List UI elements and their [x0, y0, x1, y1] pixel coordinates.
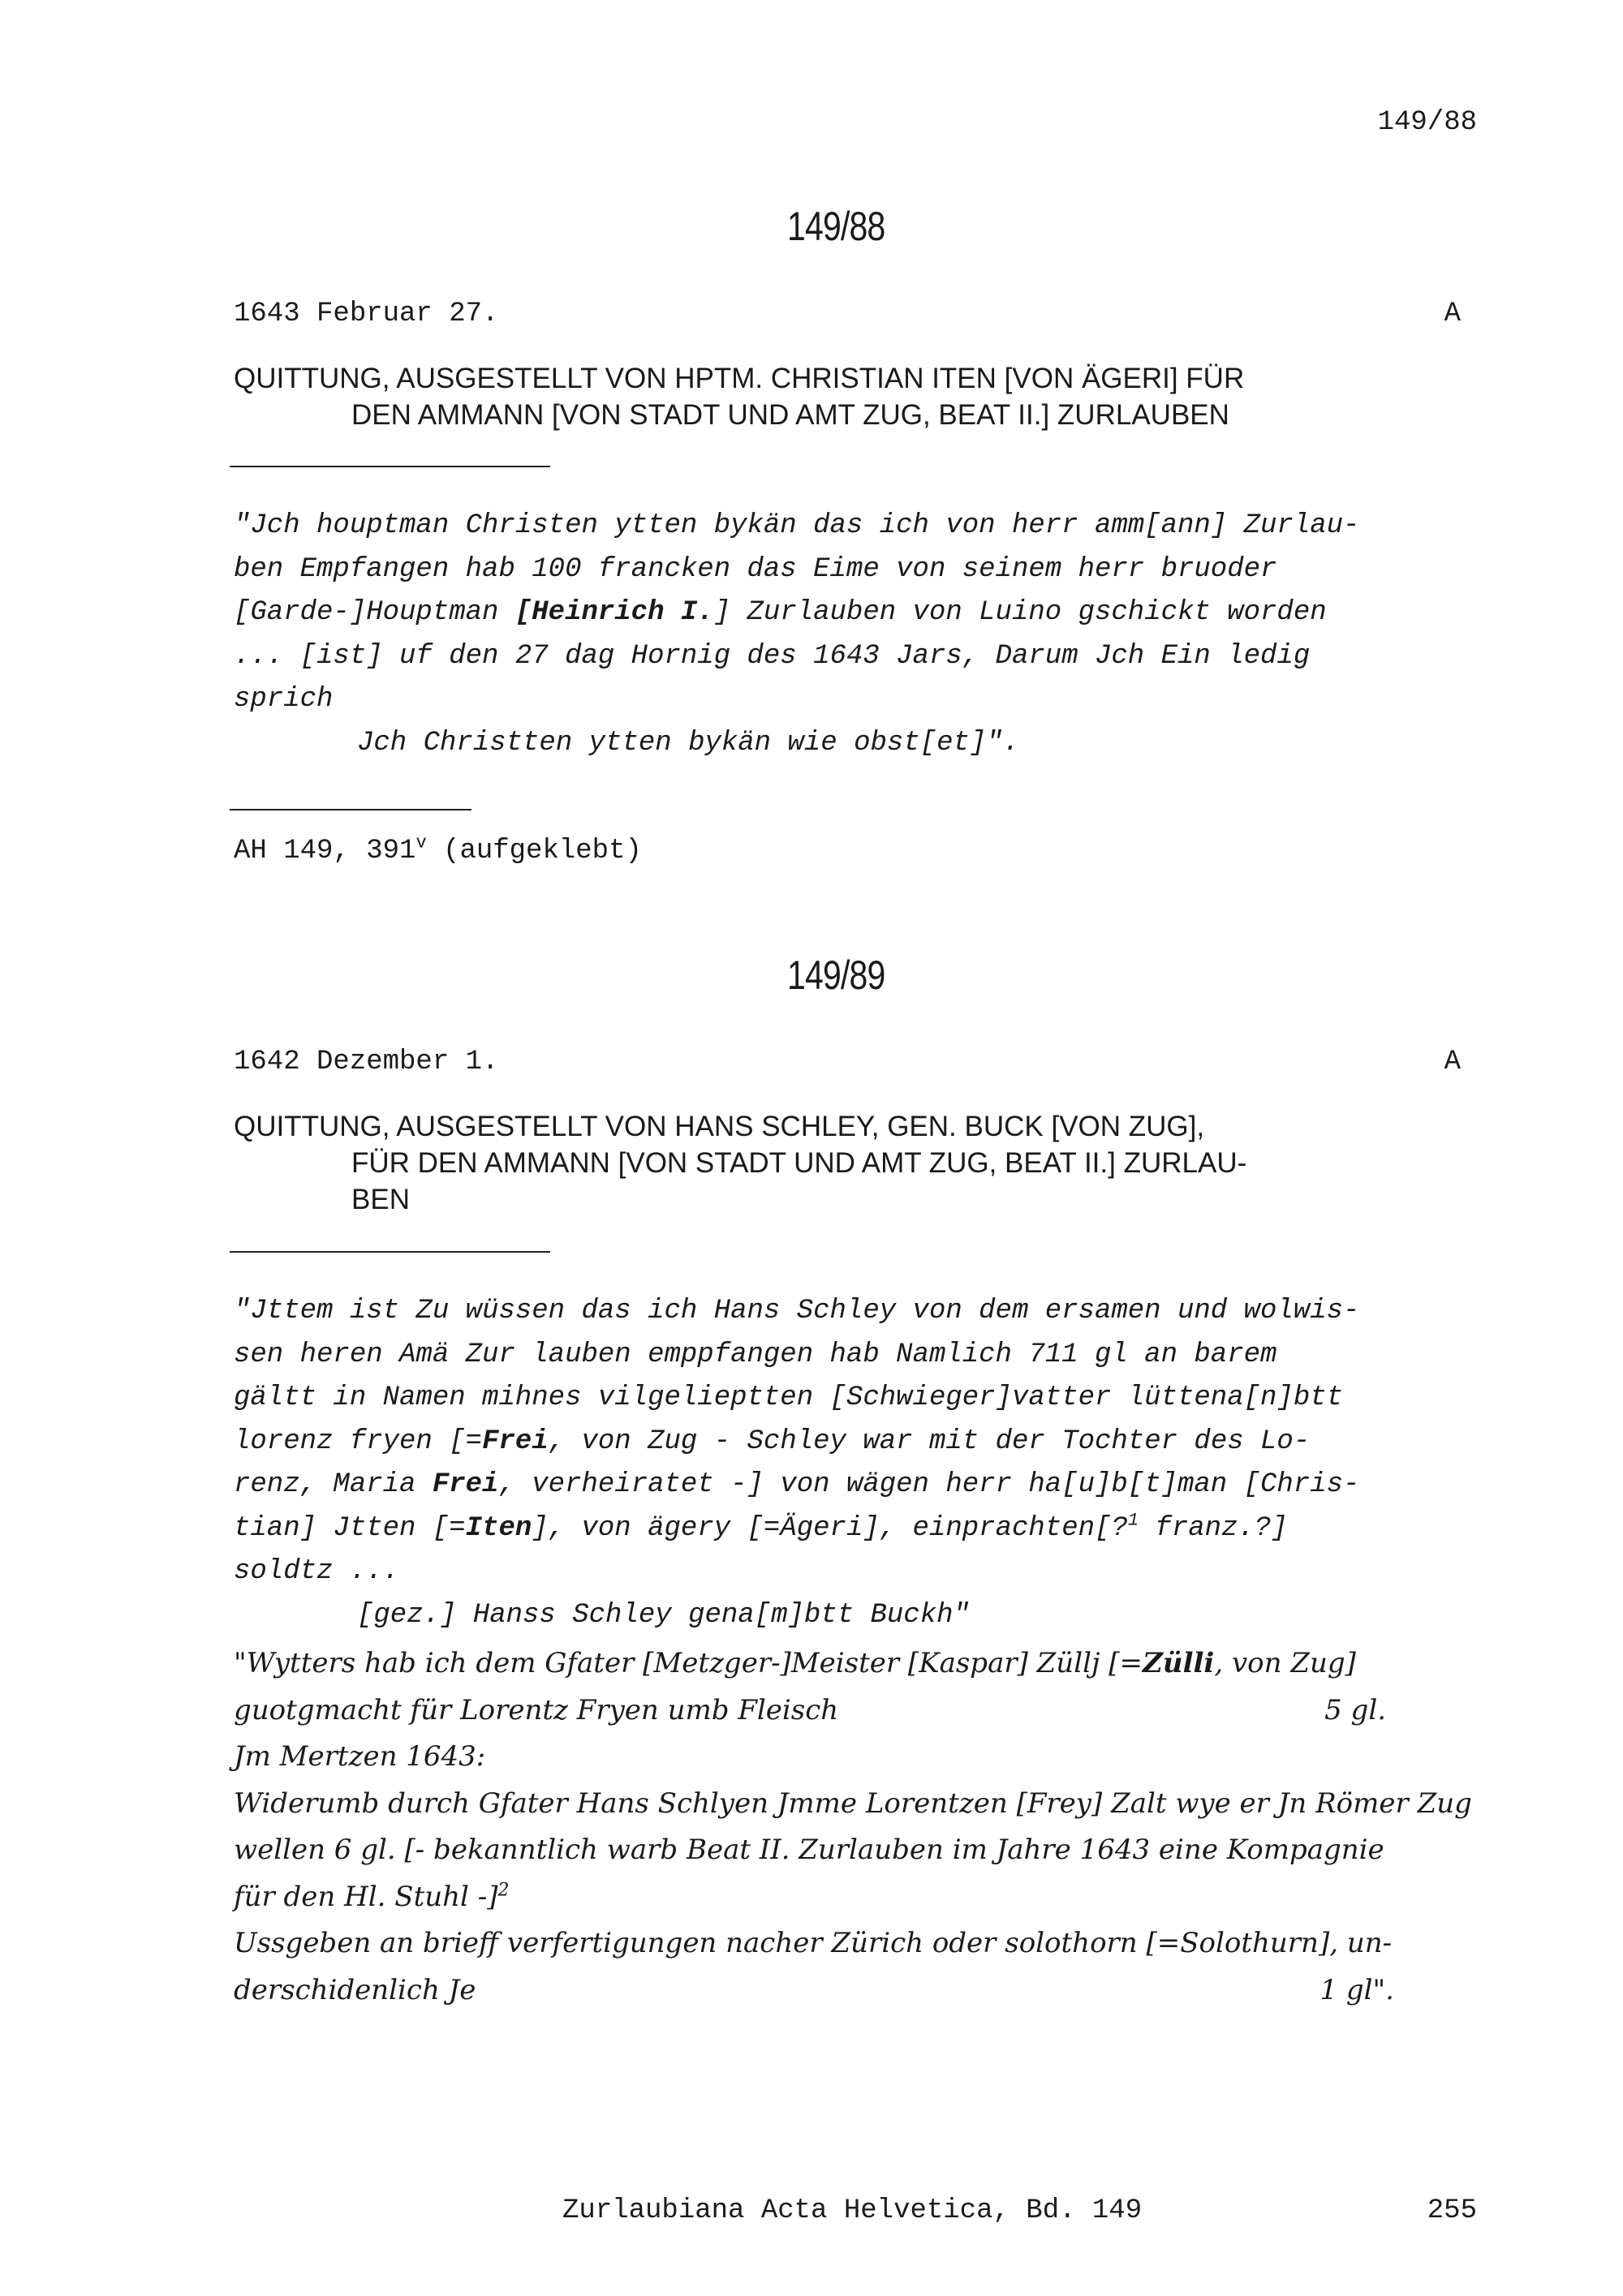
separator-rule — [230, 466, 550, 467]
hand-line: wellen 6 gl. [- bekanntlich warb Beat II. Zurlauben im Jahre 1643 eine Kompagnie — [234, 1834, 1384, 1866]
hand-bold-name: Zülli — [1143, 1647, 1215, 1679]
quote-bold-name: Frei — [432, 1469, 499, 1500]
footnote-marker: 2 — [497, 1880, 510, 1901]
quote-text: , verheiratet -] von wägen herr ha[u]b[t]man [Chris- — [498, 1469, 1360, 1500]
amount-value: 5 gl. — [1324, 1693, 1386, 1726]
quote-signature-line: Jch Christten ytten bykän wie obst[et]". — [357, 727, 1020, 759]
running-header-page-ref: 149/88 — [1377, 107, 1477, 138]
entry-title — [234, 1105, 1246, 1221]
quote-text: tian] Jtten [= — [234, 1512, 466, 1544]
quote-signature-line: [gez.] Hanss Schley gena[m]btt Buckh" — [357, 1599, 970, 1631]
quote-line: ben Empfangen hab 100 francken das Eime von seinem herr bruoder — [234, 553, 1277, 585]
quote-line — [234, 1507, 1359, 1551]
entry-title-line: BEN — [351, 1184, 410, 1215]
entry-title-line: QUITTUNG, AUSGESTELLT VON HPTM. CHRISTIAN ITEN [VON ÄGERI] FÜR — [234, 363, 1245, 394]
quote-text: , von Zug - Schley war mit der Tochter des Lo- — [548, 1425, 1311, 1457]
footer-title: Zurlaubiana Acta Helvetica, Bd. 149 — [562, 2195, 1143, 2226]
entry-date: 1643 Februar 27. — [234, 299, 499, 329]
hand-text: , von Zug] — [1214, 1647, 1356, 1679]
quote-text: [Garde-]Houptman — [234, 597, 515, 628]
quotation-block — [234, 505, 1359, 765]
hand-line — [234, 1874, 1410, 1921]
quote-line: sprich — [234, 684, 334, 715]
separator-rule — [230, 1251, 550, 1253]
hand-line — [234, 1967, 1410, 2014]
hand-line: Jm Mertzen 1643: — [234, 1740, 486, 1773]
hand-line: Widerumb durch Gfater Hans Schlyen Jmme Lorentzen [Frey] Zalt wye er Jn Römer Zug — [234, 1786, 1472, 1820]
source-reference — [234, 832, 642, 866]
quote-line — [234, 1421, 1359, 1464]
quote-text: ], von ägery [=Ägeri], einprachten[? — [532, 1512, 1128, 1544]
hand-line — [234, 1688, 1410, 1735]
hand-text: derschidenlich Je — [234, 1973, 476, 2006]
hand-text: für den Hl. Stuhl -] — [234, 1880, 498, 1913]
quote-line: sen heren Amä Zur lauben emppfangen hab Namlich 711 gl an barem — [234, 1339, 1277, 1370]
quote-text: ] Zurlauben von Luino gschickt worden — [713, 597, 1327, 628]
entry-number: 149/89 — [787, 952, 885, 998]
footer-page-number: 255 — [1427, 2195, 1477, 2226]
separator-rule — [230, 809, 471, 810]
entry-title — [234, 357, 1244, 436]
amount-value: 1 gl". — [1319, 1973, 1394, 2006]
quote-text: franz.?] — [1139, 1512, 1288, 1544]
entry-number: 149/88 — [787, 204, 885, 249]
quote-text: renz, Maria — [234, 1469, 433, 1500]
quote-text: lorenz fryen [= — [234, 1425, 483, 1457]
source-folio-superscript: v — [415, 832, 427, 853]
hand-line — [234, 1640, 1410, 1688]
hand-line: Ussgeben an brieff verfertigungen nacher Zürich oder solothorn [=Solothurn], un- — [234, 1927, 1393, 1959]
entry-date: 1642 Dezember 1. — [234, 1047, 499, 1077]
footnote-marker: 1 — [1127, 1510, 1139, 1531]
handwritten-quotation-block — [234, 1640, 1472, 2014]
entry-title-line: QUITTUNG, AUSGESTELLT VON HANS SCHLEY, GEN. BUCK [VON ZUG], — [234, 1111, 1205, 1142]
quote-line: "Jch houptman Christen ytten bykän das ich von herr amm[ann] Zurlau- — [234, 510, 1360, 541]
hand-text: guotgmacht für Lorentz Fryen umb Fleisch — [234, 1693, 839, 1726]
entry-type: A — [1444, 299, 1461, 329]
entry-type: A — [1444, 1047, 1461, 1077]
source-text: AH 149, 391 — [234, 836, 416, 866]
quote-line: ... [ist] uf den 27 dag Hornig des 1643 Jars, Darum Jch Ein ledig — [234, 640, 1311, 672]
quote-line — [234, 1464, 1359, 1507]
quote-bold-name: Iten — [465, 1512, 532, 1544]
quote-line: soldtz ... — [234, 1556, 400, 1587]
quote-line: "Jttem ist Zu wüssen das ich Hans Schley von dem ersamen und wolwis- — [234, 1296, 1360, 1326]
entry-title-line: DEN AMMANN [VON STADT UND AMT ZUG, BEAT II.] ZURLAUBEN — [351, 399, 1229, 431]
quote-line: gältt in Namen mihnes vilgelieptten [Schwieger]vatter lüttena[n]btt — [234, 1382, 1344, 1413]
quotation-block — [234, 1290, 1359, 1637]
entry-title-line: FÜR DEN AMMANN [VON STADT UND AMT ZUG, BEAT II.] ZURLAU- — [351, 1147, 1247, 1179]
quote-bold-name: [Heinrich I. — [514, 597, 714, 628]
quote-bold-name: Frei — [482, 1425, 549, 1457]
hand-text: "Wytters hab ich dem Gfater [Metzger-]Meister [Kaspar] Züllj [= — [234, 1647, 1143, 1679]
quote-line — [234, 591, 1359, 635]
source-note: (aufgeklebt) — [426, 836, 642, 866]
